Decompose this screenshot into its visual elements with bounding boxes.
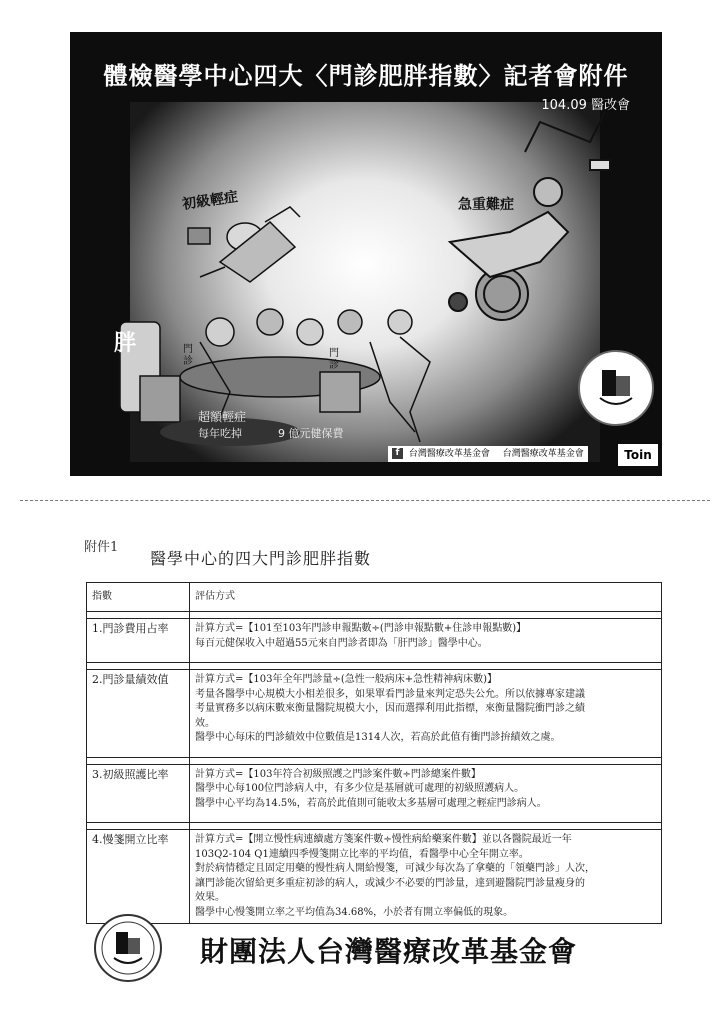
row-line: 效。 [195, 717, 215, 729]
table-row [87, 764, 662, 823]
header-index: 指數 [87, 583, 190, 612]
fat-sign-text: 胖 [113, 331, 136, 356]
row-line: 讓門診能次留給更多重症初診的病人，或減少不必要的門診量，達到避醫院門診量瘦身的 [195, 877, 585, 889]
label-fee-amount: 9 億元健保費 [278, 427, 344, 440]
row-line: 考量實務多以病床數來衡量醫院規模大小，因而選擇利用此指標，來衡量醫院衝門診之績 [195, 703, 585, 714]
table-row [87, 670, 662, 758]
poster-brand-mark: Toin [618, 444, 658, 466]
poster-footer-bar [388, 446, 588, 462]
row-name: 2.門診量績效值 [87, 670, 190, 758]
row-line: 計算方式=【開立慢性病連續處方箋案件數÷慢性病給藥案件數】並以各醫院最近一年 [195, 834, 572, 845]
falling-patient-figure [188, 207, 300, 282]
label-every-year: 每年吃掉 [198, 427, 242, 440]
foundation-seal-icon [96, 916, 160, 980]
row-line: 計算方式=【103年符合初級照護之門診案件數÷門診總案件數】 [195, 768, 481, 780]
row-line: 計算方式=【101至103年門診申報點數÷(門診申報點數+住診申報點數)】 [195, 623, 527, 634]
label-super-light: 超額輕症 [198, 410, 247, 424]
footer-org-text-2: 台灣醫療改革基金會 [502, 449, 584, 459]
footer-org-text: 台灣醫療改革基金會 [408, 449, 490, 459]
row-line: 醫學中心慢箋開立率之平均值為34.68%，小於者有開立率偏低的現象。 [195, 906, 514, 918]
attachment-label: 附件1 [84, 540, 119, 555]
row-name: 1.門診費用占率 [87, 619, 190, 663]
index-table [86, 582, 662, 924]
row-content [190, 830, 662, 924]
row-content [190, 670, 662, 758]
row-content [190, 619, 662, 663]
poster-title: 體檢醫學中心四大〈門診肥胖指數〉記者會附件 [103, 62, 629, 90]
press-poster [70, 32, 662, 476]
row-line: 每百元健保收入中超過55元來自門診者即為「肝門診」醫學中心。 [195, 637, 488, 649]
label-severe: 急重難症 [458, 197, 514, 213]
table-row [87, 619, 662, 663]
table-row [87, 830, 662, 924]
row-line: 醫學中心每床的門診績效中位數值是1314人次，若高於此值有衝門診拚績效之虞。 [195, 732, 561, 743]
foundation-seal [94, 914, 162, 982]
foundation-name: 財團法人台灣醫療改革基金會 [200, 935, 578, 968]
row-line: 計算方式=【103年全年門診量÷(急性一般病床+急性精神病床數)】 [195, 674, 498, 685]
facebook-icon: f [392, 448, 403, 459]
row-name: 4.慢箋開立比率 [87, 830, 190, 924]
row-line: 醫學中心每100位門診病人中，有多少位是基層就可處理的初級照護病人。 [195, 783, 525, 794]
foundation-logo-round [578, 350, 654, 426]
row-line: 考量各醫學中心規模大小相差很多，如果單看門診量來判定恐失公允。所以依據專家建議 [195, 688, 585, 700]
poster-subtitle: 104.09 醫改會 [541, 98, 630, 113]
row-name: 3.初級照護比率 [87, 764, 190, 823]
row-line: 醫學中心平均為14.5%，若高於此值則可能收太多基層可處理之輕症門診病人。 [195, 797, 547, 809]
clinic-tag-a: 門診 [183, 344, 193, 367]
row-line: 效果。 [195, 892, 225, 903]
row-line: 103Q2-104 Q1連續四季慢箋開立比率的平均值，看醫學中心全年開立率。 [195, 848, 529, 860]
wheelchair-patient-figure [449, 112, 610, 320]
dashed-cut-line [20, 500, 710, 501]
header-method: 評估方式 [190, 583, 662, 612]
row-content [190, 764, 662, 823]
document-title: 醫學中心的四大門診肥胖指數 [150, 549, 372, 568]
row-line: 對於病情穩定且固定用藥的慢性病人開給慢箋，可減少每次為了拿藥的「領藥門診」人次， [195, 863, 595, 874]
table-header-row [87, 583, 662, 612]
clinic-tag-b: 門診 [329, 348, 339, 371]
label-primary-light: 初級輕症 [181, 189, 239, 213]
foundation-logo-icon [580, 352, 652, 424]
